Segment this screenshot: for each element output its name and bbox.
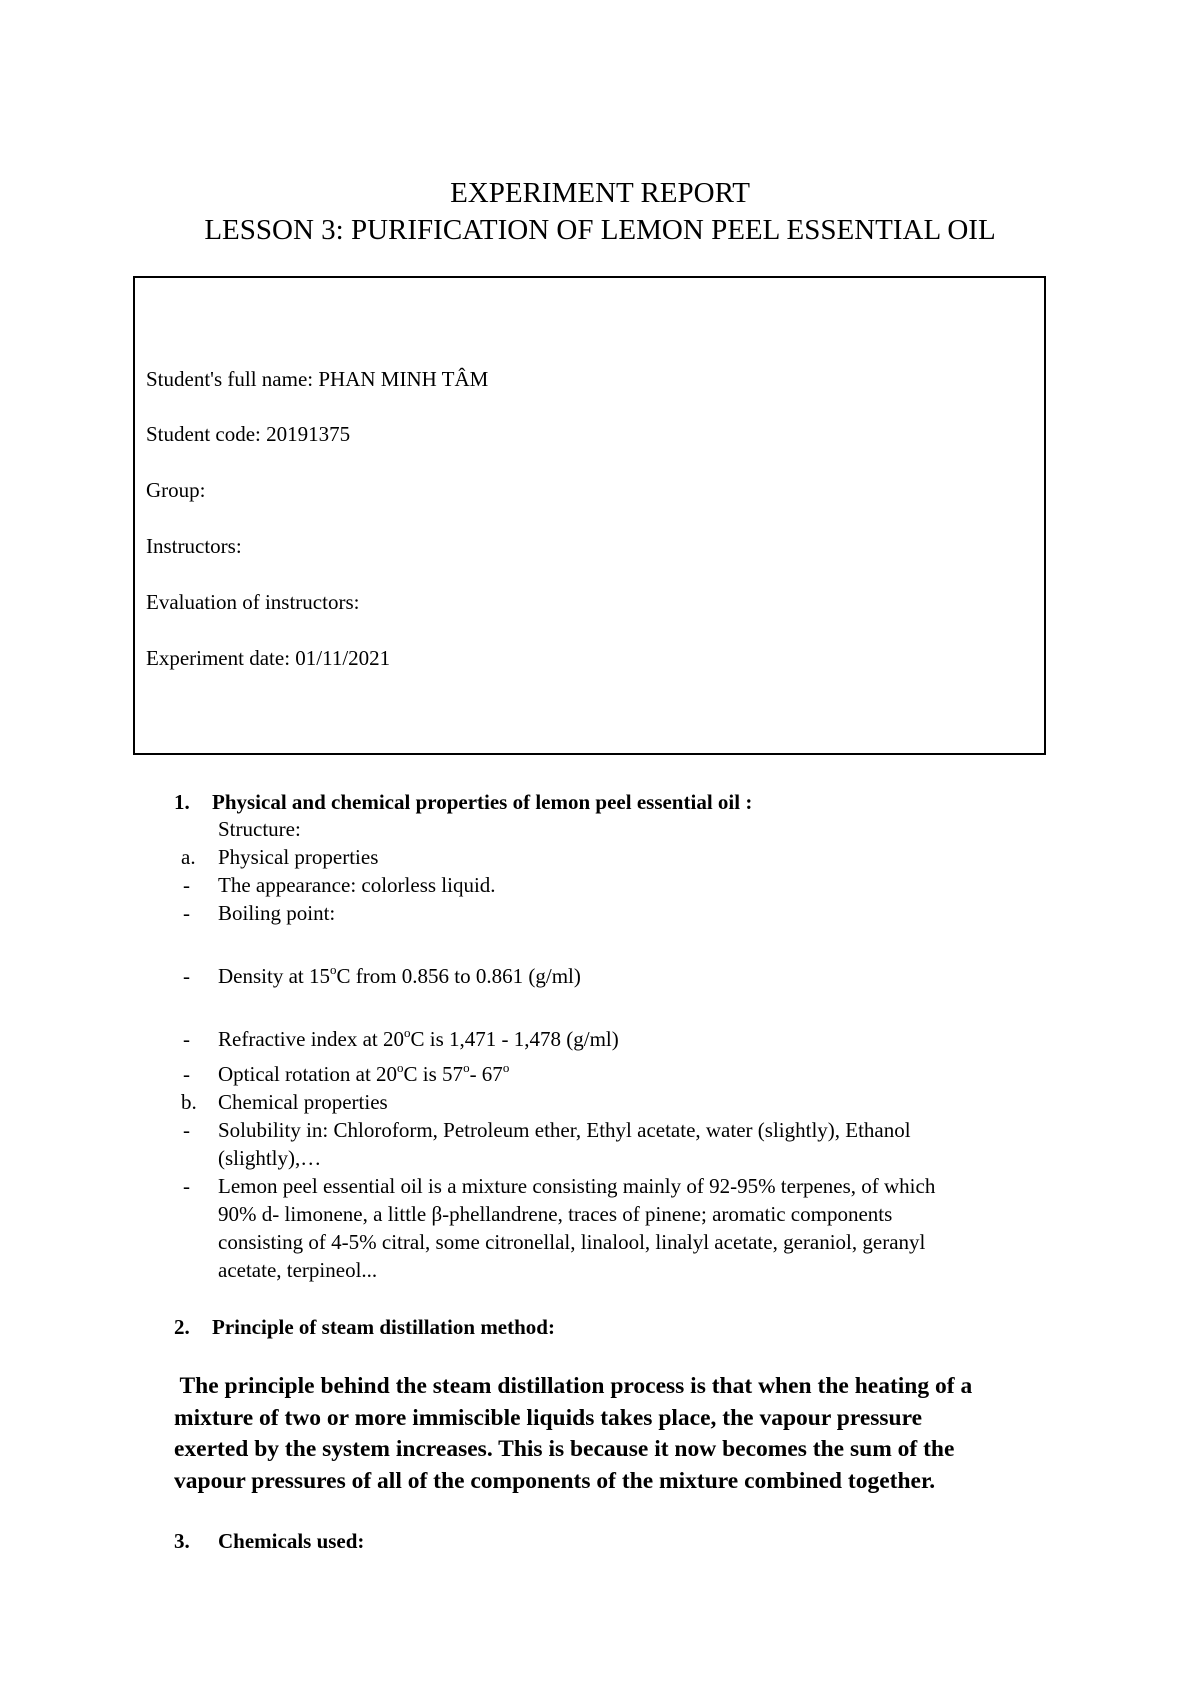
instructors-label: Instructors: (146, 534, 242, 558)
principle-line-2: mixture of two or more immiscible liquids takes place, the vapour pressure (174, 1404, 923, 1431)
section-2-heading: Principle of steam distillation method: (212, 1315, 555, 1339)
principle-line-1: The principle behind the steam distillation process is that when the heating of a (174, 1373, 973, 1399)
bullet-dash: - (183, 901, 190, 925)
bullet-dash: - (183, 1118, 190, 1142)
section-1-heading: Physical and chemical properties of lemon peel essential oil : (212, 790, 753, 814)
mixture-line-1: Lemon peel essential oil is a mixture consisting mainly of 92-95% terpenes, of which (218, 1174, 936, 1198)
bullet-dash: - (183, 1062, 190, 1086)
principle-line-3: exerted by the system increases. This is because it now becomes the sum of the (174, 1436, 955, 1462)
principle-paragraph (174, 1371, 1074, 1497)
student-full-name: Student's full name: PHAN MINH TÂM (146, 367, 489, 391)
report-title: EXPERIMENT REPORT (450, 177, 750, 209)
physical-properties-label: Physical properties (218, 845, 379, 869)
mixture-line-2: 90% d- limonene, a little β-phellandrene, traces of pinene; aromatic components (218, 1202, 893, 1226)
section-2-number: 2. (174, 1315, 190, 1339)
student-info-box (133, 276, 1046, 755)
section-3-heading: Chemicals used: (218, 1529, 365, 1553)
boiling-point-item: Boiling point: (218, 901, 336, 925)
bullet-dash: - (183, 873, 190, 897)
section-1-number: 1. (174, 790, 190, 814)
bullet-dash: - (183, 1174, 190, 1198)
experiment-date: Experiment date: 01/11/2021 (146, 646, 391, 670)
subsection-b-marker: b. (181, 1090, 197, 1114)
mixture-line-4: acetate, terpineol... (218, 1258, 378, 1282)
subsection-a-marker: a. (181, 845, 196, 869)
group-label: Group: (146, 478, 206, 502)
appearance-item: The appearance: colorless liquid. (218, 873, 496, 897)
structure-label: Structure: (218, 817, 301, 841)
section-3-number: 3. (174, 1529, 190, 1553)
principle-line-4: vapour pressures of all of the components of the mixture combined together. (174, 1467, 936, 1494)
refractive-index-item: Refractive index at 20$^o$C is 1,471 - 1,478 (g/ml) (218, 1025, 619, 1051)
chemical-properties-label: Chemical properties (218, 1090, 388, 1114)
evaluation-label: Evaluation of instructors: (146, 590, 360, 614)
student-code: Student code: 20191375 (146, 422, 351, 446)
density-item: Density at 15$^o$C from 0.856 to 0.861 (g/ml) (218, 962, 581, 988)
bullet-dash: - (183, 964, 190, 988)
lesson-title: LESSON 3: PURIFICATION OF LEMON PEEL ESSENTIAL OIL (204, 214, 996, 246)
mixture-line-3: consisting of 4-5% citral, some citronellal, linalool, linalyl acetate, geraniol, geranyl (218, 1230, 926, 1254)
solubility-line-1: Solubility in: Chloroform, Petroleum ether, Ethyl acetate, water (slightly), Ethanol (218, 1118, 911, 1142)
solubility-line-2: (slightly),… (218, 1146, 322, 1170)
bullet-dash: - (183, 1027, 190, 1051)
optical-rotation-item: Optical rotation at 20$^o$C is 57$^o$- 67$^o$ (218, 1060, 510, 1086)
